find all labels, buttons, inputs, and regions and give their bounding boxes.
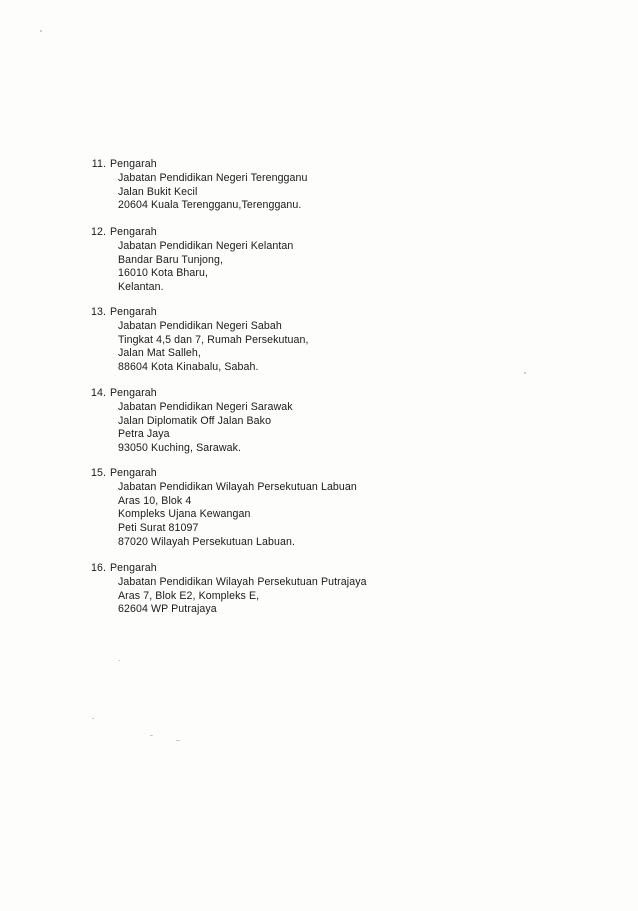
scan-speck [40, 30, 42, 32]
address-line: 93050 Kuching, Sarawak. [118, 442, 242, 455]
entry-heading [88, 562, 367, 576]
address-line: Jalan Diplomatik Off Jalan Bako [118, 414, 272, 427]
scan-speck [150, 735, 153, 736]
entry-number: 13. [90, 306, 106, 318]
address-line: 87020 Wilayah Persekutuan Labuan. [118, 535, 296, 548]
address-line: Jalan Mat Salleh, [118, 347, 201, 360]
address-entry-13 [88, 306, 309, 375]
entry-title: Pengarah [110, 226, 157, 238]
entry-number: 15. [90, 467, 106, 479]
address-line: Petra Jaya [118, 428, 170, 441]
scan-speck [92, 718, 94, 719]
entry-title: Pengarah [110, 387, 157, 399]
address-line: 16010 Kota Bharu, [118, 267, 209, 280]
address-line: Jabatan Pendidikan Wilayah Persekutuan Putrajaya [118, 575, 367, 588]
scan-speck [524, 372, 526, 374]
address-line: Peti Surat 81097 [118, 522, 199, 535]
address-line: Tingkat 4,5 dan 7, Rumah Persekutuan, [118, 333, 309, 346]
address-line: 88604 Kota Kinabalu, Sabah. [118, 361, 259, 374]
address-entry-15 [88, 467, 357, 550]
address-line: Bandar Baru Tunjong, [118, 253, 224, 266]
address-line: Aras 7, Blok E2, Kompleks E, [118, 589, 260, 602]
address-line: Jabatan Pendidikan Negeri Kelantan [118, 239, 294, 252]
entry-heading [88, 158, 308, 172]
address-line: Jabatan Pendidikan Negeri Sarawak [118, 400, 293, 413]
address-line: Jabatan Pendidikan Wilayah Persekutuan Labuan [118, 480, 357, 493]
entry-heading [88, 306, 309, 320]
address-line: Jabatan Pendidikan Negeri Terengganu [118, 171, 308, 184]
address-entry-16 [88, 562, 367, 617]
address-line: Jalan Bukit Kecil [118, 185, 198, 198]
entry-number: 16. [90, 562, 106, 574]
address-entry-12 [88, 226, 293, 295]
entry-number: 12. [90, 226, 106, 238]
address-entry-14 [88, 387, 293, 456]
entry-title: Pengarah [110, 562, 157, 574]
entry-title: Pengarah [110, 467, 157, 479]
entry-heading [88, 387, 293, 401]
entry-title: Pengarah [110, 158, 157, 170]
scan-speck [176, 740, 180, 741]
address-entry-11 [88, 158, 308, 213]
entry-heading [88, 467, 357, 481]
address-line: 62604 WP Putrajaya [118, 603, 217, 616]
address-line: 20604 Kuala Terengganu,Terengganu. [118, 199, 302, 212]
entry-heading [88, 226, 293, 240]
entry-number: 14. [90, 387, 106, 399]
entry-number: 11. [91, 158, 106, 170]
address-line: Kelantan. [118, 281, 164, 294]
address-line: Aras 10, Blok 4 [118, 494, 192, 507]
address-line: Kompleks Ujana Kewangan [118, 508, 251, 521]
scan-speck [118, 660, 120, 661]
entry-title: Pengarah [110, 306, 157, 318]
address-line: Jabatan Pendidikan Negeri Sabah [118, 319, 282, 332]
